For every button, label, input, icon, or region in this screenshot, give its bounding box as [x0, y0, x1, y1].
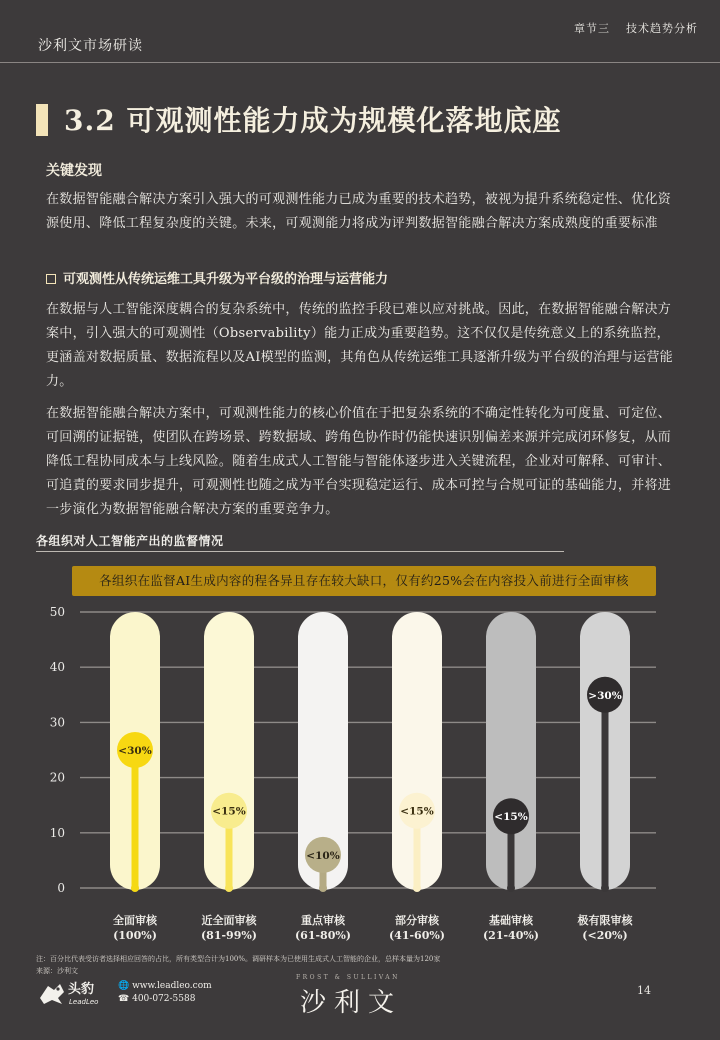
key-findings-text: 在数据智能融合解决方案引入强大的可观测性能力已成为重要的技术趋势，被视为提升系统稳定性、优化资源使用、降低工程复杂度的关键。未来，可观测能力将成为评判数据智能融合解决方案成熟度的重要标准 — [46, 192, 672, 231]
data-label: <10% — [306, 849, 340, 862]
body-paragraph: 在数据与人工智能深度耦合的复杂系统中，传统的监控手段已难以应对挑战。因此，在数据智能融合解决方案中，引入强大的可观测性（Observability）能力正成为重要趋势。这不仅仅是传统意义上的系统监控，更涵盖对数据质量、数据流程以及AI模型的监测，其角色从传统运维工具逐渐升级为平台级的治理与运营能力。 — [46, 302, 673, 389]
y-tick-label: 40 — [49, 660, 65, 675]
footnote: 注：百分比代表受访者选择相应回答的占比，所有类型合计为100%。调研样本为已使用生成式人工智能的企业，总样本量为120家 — [36, 955, 441, 963]
y-tick-label: 0 — [57, 881, 65, 895]
y-tick-label: 50 — [49, 605, 65, 619]
logo-text: 头豹 — [68, 982, 95, 997]
oversight-chart — [0, 598, 720, 948]
x-category-label: 全面审核 — [113, 914, 157, 927]
x-category-label: 极有限审核 — [577, 914, 633, 927]
title-accent-bar — [36, 104, 48, 136]
leadleo-logo — [38, 978, 130, 1008]
chart-heading-divider — [36, 551, 564, 552]
logo-subtext: LeadLeo — [69, 998, 99, 1006]
bar-base-dot — [413, 884, 421, 892]
chart-heading: 各组织对人工智能产出的监督情况 — [36, 534, 224, 548]
frost-sullivan-wordmark: FROST & SULLIVAN — [296, 974, 400, 981]
section-subheading — [46, 268, 388, 287]
web-icon: 🌐 — [118, 981, 130, 991]
sullivan-logo-text: 沙利文 — [300, 988, 403, 1018]
chart-banner: 各组织在监督AI生成内容的程各异且存在较大缺口，仅有约25%会在内容投入前进行全面审核 — [72, 566, 656, 596]
source-note: 来源：沙利文 — [36, 967, 78, 975]
phone-icon: ☎ — [118, 994, 130, 1004]
bar-stem — [132, 750, 139, 888]
data-label: <15% — [400, 805, 434, 818]
data-label: <30% — [118, 745, 152, 757]
bar-base-dot — [131, 884, 139, 892]
x-category-label: 近全面审核 — [201, 914, 257, 927]
website-link[interactable]: www.leadleo.com — [132, 981, 212, 991]
x-category-range: (100%) — [113, 929, 157, 942]
section-subheading-text: 可观测性从传统运维工具升级为平台级的治理与运营能力 — [63, 272, 389, 287]
x-category-range: (81-99%) — [200, 929, 258, 942]
chapter-number: 章节三 — [574, 22, 610, 35]
bar-stem — [602, 695, 609, 888]
x-category-range: (41-60%) — [388, 929, 446, 942]
data-label: <15% — [494, 811, 528, 824]
brand-title: 沙利文市场研读 — [38, 38, 143, 54]
page-number: 14 — [637, 984, 651, 997]
bar-base-dot — [225, 884, 233, 892]
contact-info — [118, 980, 212, 1006]
bar-base-dot — [319, 884, 327, 892]
phone-number: 400-072-5588 — [132, 994, 196, 1004]
x-category-label: 重点审核 — [301, 914, 345, 927]
y-tick-label: 10 — [49, 825, 65, 840]
checkbox-bullet-icon — [46, 274, 56, 284]
page-title: 3.2 可观测性能力成为规模化落地底座 — [64, 104, 562, 137]
data-label: <15% — [212, 805, 246, 818]
x-category-label: 基础审核 — [489, 914, 533, 927]
data-label: >30% — [588, 689, 622, 702]
bar-base-dot — [507, 884, 515, 892]
key-findings-label: 关键发现 — [46, 163, 102, 179]
header-divider — [0, 62, 720, 63]
x-category-range: (21-40%) — [482, 929, 540, 942]
y-tick-label: 20 — [49, 770, 65, 785]
chapter-label — [558, 20, 698, 36]
bar-base-dot — [601, 884, 609, 892]
x-category-range: (61-80%) — [294, 929, 352, 942]
chapter-title: 技术趋势分析 — [626, 22, 698, 35]
x-category-label: 部分审核 — [395, 914, 439, 927]
x-category-range: (<20%) — [582, 929, 628, 942]
body-paragraph: 在数据智能融合解决方案中，可观测性能力的核心价值在于把复杂系统的不确定性转化为可度量、可定位、可回溯的证据链，使团队在跨场景、跨数据域、跨角色协作时仍能快速识别偏差来源并完成闭环修复，从而降低工程协同成本与上线风险。随着生成式人工智能与智能体逐步进入关键流程，企业对可解释、可审计、可追責的要求同步提升，可观测性也随之成为平台实现稳定运行、成本可控与合规可证的基础能力，并将进一步演化为数据智能融合解决方案的重要竞争力。 — [46, 406, 672, 517]
y-tick-label: 30 — [49, 715, 65, 730]
